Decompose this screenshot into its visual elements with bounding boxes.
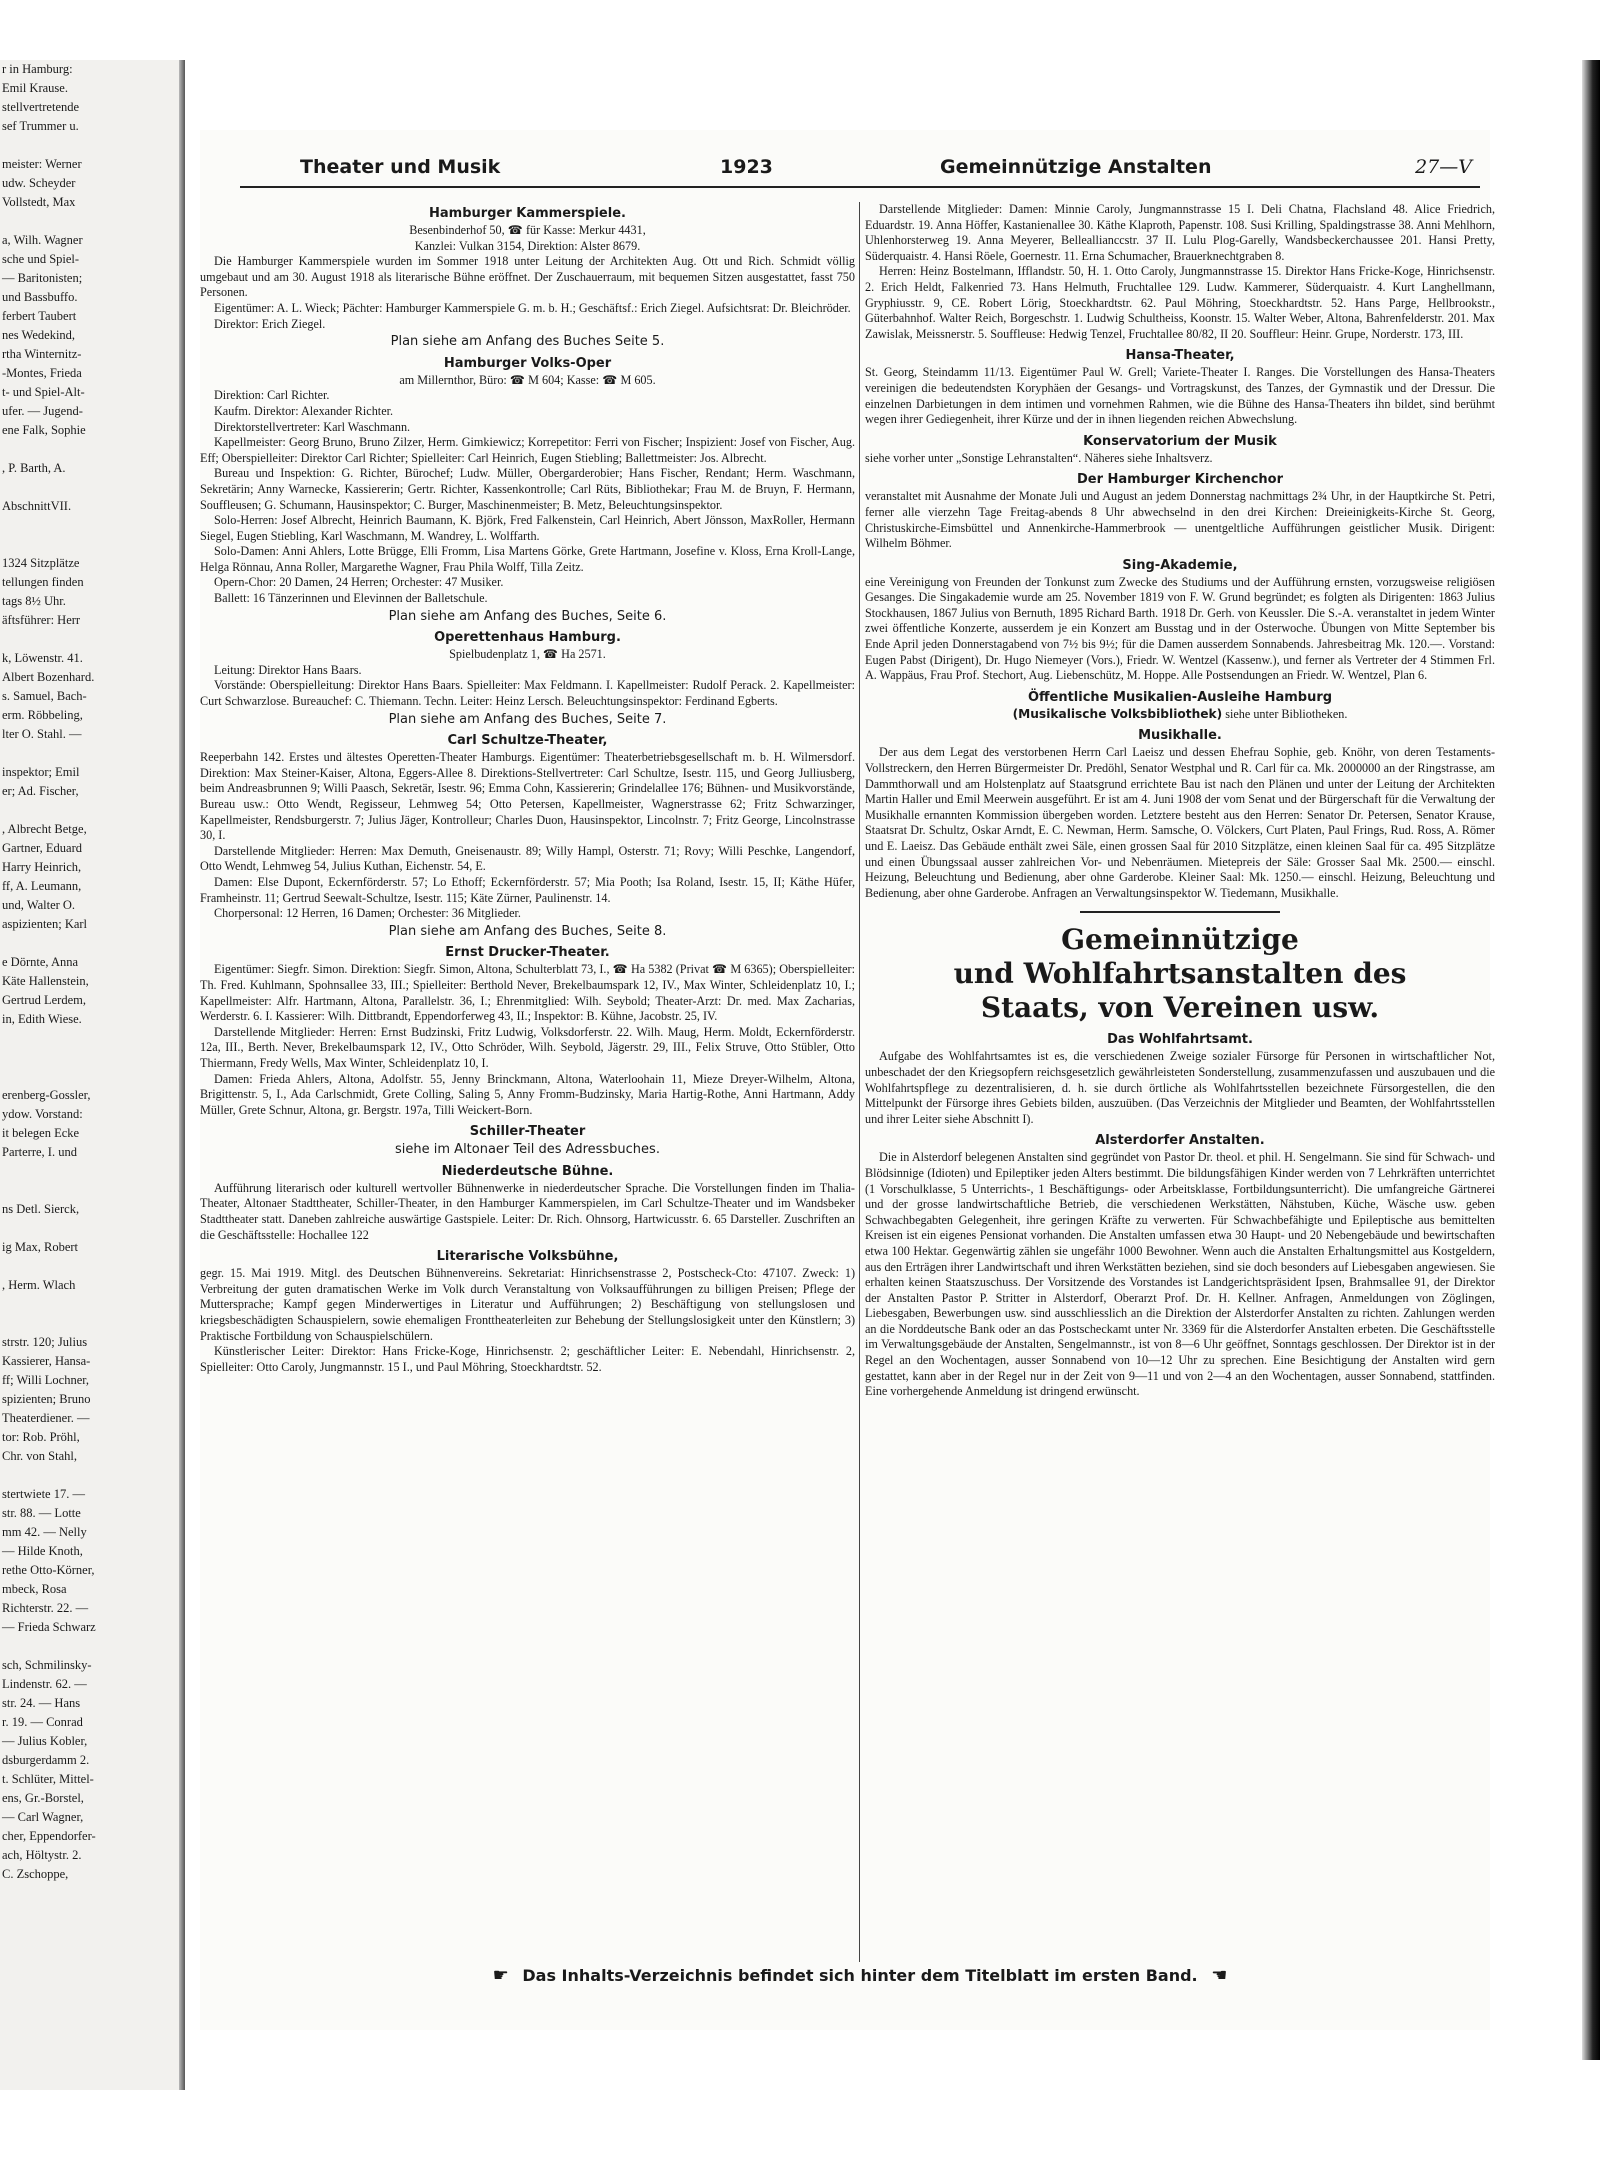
previous-page-line	[0, 1162, 185, 1181]
section-title: Hansa-Theater,	[1125, 348, 1235, 364]
previous-page-line: rtha Winternitz-	[2, 347, 82, 361]
section-subtitle: (Musikalische Volksbibliothek)	[1012, 706, 1223, 721]
previous-page-line: k, Löwenstr. 41.	[2, 651, 83, 665]
previous-page-line: Emil Krause.	[2, 81, 68, 95]
section-title: Hamburger Kammerspiele.	[429, 206, 626, 221]
previous-page-line: str. 88. — Lotte	[2, 1506, 81, 1520]
previous-page-line	[0, 212, 185, 231]
paragraph: Die Hamburger Kammerspiele wurden im Sommer 1918 unter Leitung der Architekten Aug. Ott und Rich. Schmidt völlig umgebaut und am 30. August 1918 als literarische Bühne eröffnet. Der Zuschauerraum, mit bequemen Sitzen ausgestattet, fasst 750 Personen.	[200, 254, 855, 300]
previous-page-line	[0, 630, 185, 649]
previous-page-line: — Hilde Knoth,	[2, 1544, 83, 1558]
section-title: Operettenhaus Hamburg.	[434, 630, 621, 646]
previous-page-line: Parterre, I. und	[2, 1145, 77, 1159]
previous-page-line: ach, Höltystr. 2.	[2, 1848, 82, 1862]
volksbuehne-section	[200, 1248, 855, 1375]
previous-page-line: udw. Scheyder	[2, 176, 76, 190]
previous-page-strip	[0, 60, 185, 2090]
paragraph: Ballett: 16 Tänzerinnen und Elevinnen der Balletschule.	[214, 591, 488, 606]
previous-page-line: — Baritonisten;	[2, 271, 83, 285]
paragraph: St. Georg, Steindamm 11/13. Eigentümer Paul W. Grell; Variete-Theater I. Ranges. Die Vorstellungen des Hansa-Theaters vereinigen die bedeutendsten Koryphäen der Gesangs- und Vortragskunst, des Tanzes, der Gymnastik und der Dressur. Die einzelnen Darbietungen in dem intimen und vornehmen Rahmen, wie die Bühne des Hansa-Theaters ihn bildet, sind berühmt wegen ihrer Gediegenheit, ihrer Kürze und der in ihnen liegenden reichen Abwechslung.	[865, 365, 1495, 427]
previous-page-line: C. Zschoppe,	[2, 1867, 69, 1881]
previous-page-line: -Montes, Frieda	[2, 366, 82, 380]
previous-page-line: r. 19. — Conrad	[2, 1715, 83, 1729]
address: Spielbudenplatz 1, ☎ Ha 2571.	[449, 647, 606, 662]
paragraph: Chorpersonal: 12 Herren, 16 Damen; Orchester: 36 Mitglieder.	[214, 906, 521, 921]
previous-page-line	[0, 440, 185, 459]
musikalien-section	[865, 689, 1495, 723]
section-title: Konservatorium der Musik	[1083, 433, 1277, 449]
previous-page-line: , P. Barth, A.	[2, 461, 66, 475]
paragraph: Aufgabe des Wohlfahrtsamtes ist es, die verschiedenen Zweige sozialer Fürsorge für Personen in wirtschaftlicher Not, unbeschadet der den Kriegsopfern reichsgesetzlich gewährleisteten Sonderstellung, zusammenzufassen und auszubauen und die Wohlfahrtspflege zu dezentralisieren, d. h. sie durch örtliche als Wohlfahrtsstellen bezeichnete Fürsorgestellen, die den Mittelpunkt der Fürsorge ihres Gebiets bilden, auszuüben. (Das Verzeichnis der Mitglieder und Beamten, der Wohlfahrtsstellen und ihrer Leiter siehe Abschnitt I).	[865, 1049, 1495, 1126]
previous-page-line: dsburgerdamm 2.	[2, 1753, 90, 1767]
volksoper-section	[200, 355, 855, 625]
previous-page-line: e Dörnte, Anna	[2, 955, 79, 969]
previous-page-line: tellungen finden	[2, 575, 84, 589]
previous-page-line: Theaterdiener. —	[2, 1411, 90, 1425]
hansa-theater-section	[865, 347, 1495, 427]
previous-page-line: Vollstedt, Max	[2, 195, 76, 209]
previous-page-line: 1324 Sitzplätze	[2, 556, 80, 570]
previous-page-line: und Bassbuffo.	[2, 290, 78, 304]
paragraph: Direktorstellvertreter: Karl Waschmann.	[214, 419, 411, 434]
musikhalle-section	[865, 727, 1495, 901]
previous-page-line: ene Falk, Sophie	[2, 423, 86, 437]
previous-page-line	[0, 1637, 185, 1656]
paragraph: Kapellmeister: Georg Bruno, Bruno Zilzer, Herm. Gimkiewicz; Korrepetitor: Ferri von Fischer; Inspizient: Josef von Fischer, Aug. Eff; Oberspielleiter: Direktor Carl Richter; Spielleiter: Carl Heinrich, Eugen Stiebling; Ballettmeister: Jos. Albrecht.	[200, 435, 855, 465]
paragraph: Aufführung literarisch oder kulturell wertvoller Bühnenwerke in niederdeutscher Sprache. Die Vorstellungen finden im Thalia-Theater, Altonaer Stadttheater, Schiller-Theater, in den Hamburger Kammerspielen, im Carl Schultze-Theater und im Wandsbeker Stadttheater statt. Daneben zahlreiche auswärtige Gastspiele. Leiter: Dr. Rich. Ohnsorg, Hartwicusstr. 6. 65 Darsteller. Zuschriften an die Geschäftsstelle: Hochallee 122	[200, 1180, 855, 1242]
previous-page-line	[0, 535, 185, 554]
paragraph: gegr. 15. Mai 1919. Mitgl. des Deutschen Bühnenvereins. Sekretariat: Hinrichsenstrasse 2, Postscheck-Cto: 47107. Zweck: 1) Verbreitung der guten dramatischen Werke im Volk durch Veranstaltung von Volksaufführungen zu billigen Preisen; Pflege der Muttersprache; Kampf gegen Minderwertiges in Literatur und Aufführungen; 2) Beschäftigung von stellungslosen und kriegsbeschädigten Schauspielern, sowie ehemaligen Fronttheaterleiten zur Behebung der Stellungslosigkeit unter den Künstlern; 3) Praktische Fortbildung von Schauspielschülern.	[200, 1266, 855, 1343]
previous-page-line: ferbert Taubert	[2, 309, 77, 323]
previous-page-line: äftsführer: Herr	[2, 613, 81, 627]
reference: siehe im Altonaer Teil des Adressbuches.	[395, 1142, 660, 1158]
volksbuehne-members	[865, 202, 1495, 342]
section-title: Ernst Drucker-Theater.	[445, 945, 610, 961]
section-title: Das Wohlfahrtsamt.	[1107, 1032, 1253, 1048]
previous-page-line: ydow. Vorstand:	[2, 1107, 83, 1121]
pointing-hand-icon: ☛	[492, 1965, 509, 1986]
previous-page-line: ff, A. Leumann,	[2, 879, 82, 893]
previous-page-line: inspektor; Emil	[2, 765, 80, 779]
section-title: Hamburger Volks-Oper	[443, 355, 612, 371]
previous-page-line: cher, Eppendorfer-	[2, 1829, 96, 1843]
alsterdorf-section	[865, 1132, 1495, 1400]
paragraph: Leitung: Direktor Hans Baars.	[214, 662, 362, 677]
paragraph: Damen: Else Dupont, Eckernförderstr. 57; Lo Ethoff; Eckernförderstr. 57; Mia Pooth; Isa Roland, Isestr. 15, II; Käthe Hüfer, Framheinstr. 11; Gertrud Seewalt-Schultze, Isestr. 115; Käte Zürner, Paulinenstr. 14.	[200, 874, 855, 905]
paragraph: Darstellende Mitglieder: Damen: Minnie Caroly, Jungmannstrasse 15 I. Deli Chatna, Flachsland 48. Alice Friedrich, Eduardstr. 19. Anna Höffer, Kastanienallee 30. Käthe Klaproth, Papenstr. 108. Susi Krilling, Spaldingstrasse 38. Anni Mehlhorn, Uhlenhorsterweg 19. Anna Meyerer, Belleallianccstr. 37 II. Lulu Plog-Garelly, Wandsbeckerchaussee 201. Hansi Pretty, Süderquaistr. 4. Hansi Röele, Goernestr. 11. Erna Schumacher, Brauerknechtgraben 8.	[865, 202, 1495, 263]
section-title: Musikhalle.	[1138, 728, 1222, 744]
left-column	[200, 202, 855, 1962]
paragraph: veranstaltet mit Ausnahme der Monate Juli und August an jedem Donnerstag nachmittags 2¾ Uhr, in der Hauptkirche St. Petri, ferner alle vierzehn Tage Freitag-abends 8 Uhr abwechselnd in den drei Kirchen: Dreieinigkeits-Kirche St. Georg, Christuskirche-Eimsbüttel und Annenkirche-Hammerbrook — unentgeltliche Aufführungen geistlicher Musik. Dirigent: Wilhelm Böhmer.	[865, 489, 1495, 551]
previous-page-line	[0, 744, 185, 763]
page	[200, 130, 1495, 2030]
previous-page-line	[0, 136, 185, 155]
plan-reference: Plan siehe am Anfang des Buches, Seite 6.	[388, 608, 667, 624]
main-heading-line: und Wohlfahrtsanstalten des	[953, 957, 1407, 991]
previous-page-line: erenberg-Gossler,	[2, 1088, 91, 1102]
paragraph: Solo-Herren: Josef Albrecht, Heinrich Baumann, K. Björk, Fred Falkenstein, Carl Heinrich, Abert Jönsson, MaxRoller, Hermann Siegel, Eugen Stiebling, Karl Waschmann, M. Wandrey, L. Wolffarth.	[200, 513, 855, 543]
section-title: Alsterdorfer Anstalten.	[1095, 1133, 1265, 1149]
previous-page-line: t. Schlüter, Mittel-	[2, 1772, 94, 1786]
niederdeutsche-buehne-section	[200, 1163, 855, 1243]
previous-page-line: tags 8½ Uhr.	[2, 594, 66, 608]
previous-page-line: a, Wilh. Wagner	[2, 233, 83, 247]
previous-page-line: in, Edith Wiese.	[2, 1012, 82, 1026]
schultze-theater-section	[200, 732, 855, 939]
section-title: Sing-Akademie,	[1122, 557, 1238, 573]
previous-page-line	[0, 516, 185, 535]
previous-page-line	[0, 1257, 185, 1276]
paragraph: Opern-Chor: 20 Damen, 24 Herren; Orchester: 47 Musiker.	[214, 575, 504, 590]
page-number: 27—V	[1415, 156, 1472, 178]
previous-page-line	[0, 1181, 185, 1200]
previous-page-line	[0, 1067, 185, 1086]
previous-page-line: tor: Rob. Pröhl,	[2, 1430, 80, 1444]
schiller-theater-section	[200, 1123, 855, 1158]
main-heading	[865, 923, 1495, 1025]
paragraph: Eigentümer: A. L. Wieck; Pächter: Hamburger Kammerspiele G. m. b. H.; Geschäftsf.: Erich Ziegel. Aufsichtsrat: Dr. Bleichröder.	[214, 300, 851, 315]
operettenhaus-section	[200, 629, 855, 727]
previous-page-line: erm. Röbbeling,	[2, 708, 83, 722]
kirchenchor-section	[865, 471, 1495, 551]
previous-page-line	[0, 934, 185, 953]
section-title: Schiller-Theater	[469, 1124, 586, 1140]
previous-page-line: stellvertretende	[2, 100, 80, 114]
previous-page-line: ens, Gr.-Borstel,	[2, 1791, 84, 1805]
previous-page-line: nes Wedekind,	[2, 328, 76, 342]
kammerspiele-section	[200, 205, 855, 350]
paragraph: Kaufm. Direktor: Alexander Richter.	[214, 403, 394, 418]
paragraph: Künstlerischer Leiter: Direktor: Hans Fricke-Koge, Hinrichsenstr. 2; geschäftlicher Leiter: E. Nebendahl, Hinrichsenstr. 2, Spielleiter: Otto Caroly, Jungmannstr. 15 I., und Paul Möhring, Stoeckhardtstr. 52.	[200, 1344, 855, 1374]
previous-page-line: rethe Otto-Körner,	[2, 1563, 95, 1577]
previous-page-line: sef Trummer u.	[2, 119, 79, 133]
reference: siehe unter Bibliotheken.	[1225, 706, 1348, 721]
previous-page-line: sche und Spiel-	[2, 252, 80, 266]
previous-page-line: und, Walter O.	[2, 898, 76, 912]
paragraph: Reeperbahn 142. Erstes und ältestes Operetten-Theater Hamburgs. Eigentümer: Theaterbetriebsgesellschaft m. b. H. Wilmersdorf. Direktion: Max Steiner-Kaiser, Altona, Eggers-Allee 8. Direktions-Stellvertreter: Carl Schultze, Isestr. 115, und Georg Julliusberg, beim Andreasbrunnen 9; Willi Paasch, Sekretär, Isestr. 96; Emma Cohn, Kassiererin; Grindelallee 176; Bühnen- und Musikvorstände, Bureau usw.: Otto Wendt, Regisseur, Lehmweg 54; Otto Petersen, Kapellmeister, Wagnerstrasse 62; Fritz Schwarzinger, Kapellmeister, Rendsburgerstr. 7; Julius Jäger, Kontrolleur; Charles Duon, Hausinspektor, Lincolnstr. 7; Fritz George, Lincolnstrasse 30, I.	[200, 750, 855, 843]
main-heading-line: Gemeinnützige	[1061, 923, 1299, 957]
previous-page-line: Chr. von Stahl,	[2, 1449, 78, 1463]
previous-page-line: , Albrecht Betge,	[2, 822, 87, 836]
paragraph: siehe vorher unter „Sonstige Lehranstalten“. Näheres siehe Inhaltsverz.	[865, 450, 1213, 465]
previous-page-line: Käte Hallenstein,	[2, 974, 89, 988]
right-column	[865, 202, 1495, 1962]
previous-page-line: meister: Werner	[2, 157, 82, 171]
previous-page-line: Gertrud Lerdem,	[2, 993, 86, 1007]
plan-reference: Plan siehe am Anfang des Buches, Seite 7.	[388, 711, 667, 727]
paragraph: Direktor: Erich Ziegel.	[214, 316, 326, 331]
previous-page-line: s. Samuel, Bach-	[2, 689, 87, 703]
previous-page-line: Lindenstr. 62. —	[2, 1677, 87, 1691]
drucker-theater-section	[200, 944, 855, 1118]
previous-page-line: it belegen Ecke	[2, 1126, 80, 1140]
previous-page-line	[0, 1314, 185, 1333]
pointing-hand-icon: ☚	[1211, 1965, 1228, 1986]
previous-page-line: Richterstr. 22. —	[2, 1601, 89, 1615]
paragraph: Solo-Damen: Anni Ahlers, Lotte Brügge, Elli Fromm, Lisa Martens Görke, Grete Hartmann, Josefine v. Kloss, Erna Kroll-Lange, Helga Rönnau, Anna Roller, Margarethe Wagner, Frau Phila Wolff, Tilla Zeitz.	[200, 544, 855, 574]
page-header	[240, 150, 1480, 188]
previous-page-line: t- und Spiel-Alt-	[2, 385, 85, 399]
previous-page-line	[0, 1466, 185, 1485]
scan-edge	[1582, 60, 1600, 2060]
paragraph: Darstellende Mitglieder: Herren: Max Demuth, Gneisenaustr. 89; Willy Hampl, Osterstr. 71; Rovy; Willi Peschke, Langendorf, Otto Wendt, Lehmweg 54, Julius Kuthan, Eichenstr. 54, E.	[200, 843, 855, 874]
previous-page-line: stertwiete 17. —	[2, 1487, 85, 1501]
previous-page-line	[0, 801, 185, 820]
paragraph: Eigentümer: Siegfr. Simon. Direktion: Siegfr. Simon, Altona, Schulterblatt 73, I., ☎ Ha 5382 (Privat ☎ M 6365); Oberspielleiter: Th. Fred. Kuhlmann, Spohnsallee 33, III.; Spielleiter: Berthold Never, Brekelbaumspark 12, IV., Max Winter, Schleidenplatz 10, I.; Kapellmeister: Alfr. Hartmann, Altona, Parallelstr. 36, I.; Ehrenmitglied: Wilh. Seybold; Theater-Arzt: Dr. med. Max Zacharias, Werderstr. 6. I. Kassierer: Wilh. Dittbrandt, Eppendorferweg 43, II.; Inspektor: B. Kühne, Jacobstr. 25, IV.	[200, 962, 855, 1024]
paragraph: Darstellende Mitglieder: Herren: Ernst Budzinski, Fritz Ludwig, Volksdorferstr. 22. Wilh. Maug, Herm. Moldt, Eckernförderstr. 12a, III., Berth. Never, Brekelbaumspark 12, IV., Otto Schröder, Wilh. Seybold, Jägerstr. 29, III., Felix Struve, Otto Stübler, Otto Thiermann, Fredy Wells, Max Winter, Schleidenplatz 10, I.	[200, 1024, 855, 1070]
previous-page-line: — Frieda Schwarz	[2, 1620, 96, 1634]
address: Besenbinderhof 50, ☎ für Kasse: Merkur 4431,	[409, 223, 646, 237]
footer-note	[240, 1965, 1480, 1986]
book-gutter	[179, 60, 185, 2090]
plan-reference: Plan siehe am Anfang des Buches Seite 5.	[390, 334, 665, 350]
previous-page-line	[0, 1048, 185, 1067]
paragraph: Der aus dem Legat des verstorbenen Herrn Carl Laeisz und dessen Ehefrau Sophie, geb. Knöhr, von deren Testaments-Vollstreckern, den Herren Bürgermeister Dr. Predöhl, Senator Westphal und R. Carl für ca. Mk. 2000000 an der Ringstrasse, am Dammthorwall und am Holstenplatz auf Staatsgrund errichtete Bau ist nach den Plänen und unter der Leitung der Architekten Martin Haller und Emil Meerwein ausgeführt. Er ist am 4. Juni 1908 der vom Senat und der Bürgerschaft für die Verwaltung der Musikhalle ernannten Kommission übergeben worden. Letztere besteht aus den Herren: Senator Dr. Petersen, Senator Krause, Staatsrat Dr. Schultz, Oskar Arndt, E. C. Newman, Herm. Samsche, O. Völckers, Curt Platen, Paul Frings, Rud. Ross, A. Römer und E. Laeisz. Das Gebäude enthält zwei Säle, einen grossen Saal für 2010 Sitzplätze, einen kleinen Saal für ca. 495 Sitzplätze und einen Übungssaal ausser zahlreichen Vor- und Nebenräumen. Mietepreis der Säle: Grosser Saal Mk. 2500.— einschl. Heizung, Beleuchtung und Bedienung, aber ohne Garderobe. Kleiner Saal: Mk. 1250.— einschl. Heizung, Beleuchtung und Bedienung, aber ohne Garderobe. Anfragen an Verwaltungsinspektor W. Tiedemann, Musikhalle.	[865, 745, 1495, 900]
address: am Millernthor, Büro: ☎ M 604; Kasse: ☎ M 605.	[399, 372, 656, 387]
section-title: Der Hamburger Kirchenchor	[1076, 472, 1284, 488]
previous-page-line: — Julius Kobler,	[2, 1734, 88, 1748]
previous-page-line: Gartner, Eduard	[2, 841, 83, 855]
singakademie-section	[865, 557, 1495, 684]
wohlfahrtsamt-section	[865, 1031, 1495, 1127]
previous-page-line: ig Max, Robert	[2, 1240, 79, 1254]
previous-page-line: ufer. — Jugend-	[2, 404, 83, 418]
previous-page-line	[0, 478, 185, 497]
previous-page-line: Kassierer, Hansa-	[2, 1354, 91, 1368]
section-title: Niederdeutsche Bühne.	[441, 1163, 614, 1179]
previous-page-line: str. 24. — Hans	[2, 1696, 81, 1710]
paragraph: Direktion: Carl Richter.	[214, 388, 330, 403]
previous-page-line: Albert Bozenhard.	[2, 670, 95, 684]
footer-text: Das Inhalts-Verzeichnis befindet sich hinter dem Titelblatt im ersten Band.	[522, 1966, 1198, 1985]
section-rule	[1080, 911, 1280, 913]
paragraph: Herren: Heinz Bostelmann, Ifflandstr. 50, H. 1. Otto Caroly, Jungmannstrasse 15. Direktor Hans Fricke-Koge, Hinrichsenstr. 2. Erich Heldt, Falkenried 73. Hans Helmuth, Fruchtallee 129. Ludw. Kammerer, Süderquaistr. 4. Kurt Langhellmann, Gryphiusstr. 9, CE. Robert Lörig, Stoeckhardtstr. 62. Paul Möhring, Stoeckhardtstr. 52. Hans Parge, Hellbrookstr., Güterbahnhof. Walter Reich, Borgeschstr. 1. Ludwig Schultheiss, Koonstr. 15. Walter Weber, Altona, Bahrenfelderstr. 201. Max Zawislak, Meissnerstr. 5. Souffleuse: Hedwig Tenzel, Fruchtallee 80/82, II 20. Souffleur: Heinr. Grupe, Norderstr. 173, III.	[865, 264, 1495, 341]
previous-page-line: ns Detl. Sierck,	[2, 1202, 80, 1216]
previous-page-line: , Herm. Wlach	[2, 1278, 76, 1292]
paragraph: Vorstände: Oberspielleitung: Direktor Hans Baars. Spielleiter: Max Feldmann. I. Kapellmeister: Rudolf Perack. 2. Kapellmeister: Curt Schwarzlose. Bureauchef: C. Thiemann. Techn. Leiter: Heinz Lersch. Beleuchtungsinspektor: Ferdinand Egberts.	[200, 678, 855, 709]
previous-page-line: mm 42. — Nelly	[2, 1525, 87, 1539]
running-head-section: Gemeinnützige Anstalten	[940, 156, 1212, 178]
konservatorium-section	[865, 433, 1495, 467]
previous-page-line: lter O. Stahl. —	[2, 727, 82, 741]
previous-page-line: mbeck, Rosa	[2, 1582, 67, 1596]
previous-page-line: aspizienten; Karl	[2, 917, 88, 931]
running-head-year: 1923	[720, 156, 773, 178]
paragraph: Bureau und Inspektion: G. Richter, Bürochef; Ludw. Müller, Obergarderobier; Hans Fischer, Rendant; Herm. Waschmann, Sekretärin; Anny Warnecke, Kassiererin; Gertr. Richter, Kassenkontrolle; Carl Rüts, Bibliothekar; Frau M. de Bruyn, F. Hermann, Souffleusen; G. Schumann, Hausinspektor; C. Burger, Maschinenmeister; B. Metz, Beleuchtungsinspektor.	[200, 466, 855, 512]
section-title: Öffentliche Musikalien-Ausleihe Hamburg	[1027, 689, 1333, 705]
previous-page-line: Harry Heinrich,	[2, 860, 82, 874]
column-divider	[859, 202, 860, 1962]
paragraph: Die in Alsterdorf belegenen Anstalten sind gegründet von Pastor Dr. theol. et phil. H. Sengelmann. Sie sind für Schwach- und Blödsinnige (Idioten) und Epileptiker jeden Alters bestimmt. Die bildungsfähigen Kinder werden von 7 Lehrkräften unterrichtet (1 Vorschulklasse, 5 Unterrichts-, 1 Beschäftigungs- oder Arbeitsklasse, Fortbildungsunterricht). Die umfangreiche Gärtnerei und der grosse landwirtschaftliche Betrieb, die verschiedenen Werkstätten, Nähstuben, Küche, Wäsche usw. geben Schwachbegabten Gelegenheit, ihre geringen Kräfte zu verwerten. Für Schwachbefähigte und Epileptische aus bemittelten Kreisen ist ein eigenes Pensionat vorhanden. Die Anstalten umfassen etwa 30 Haupt- und 20 Nebengebäude und bewirtschaften etwa 100 Hektar. Gegenwärtig zählen sie ungefähr 1000 Bewohner. Wenn auch die Anstalten Erhaltungsmittel aus Kostgeldern, aus den Erträgen ihrer Landwirtschaft und ihren Werkstätten beziehen, sind sie doch besonders auf Liebesgaben angewiesen. Sie erhalten keinen Staatszuschuss. Der Vorsitzende des Vorstandes ist Landgerichtspräsident Ipsen, Brahmsallee 91, der Direktor der Anstalten Pastor P. Stritter in Alsterdorf, Oberarzt Prof. Dr. H. Kellner. Anfragen, Anmeldungen von Zöglingen, Liebesgaben, Bewerbungen usw. sind ausschliesslich an die Direktion der Alsterdorfer Anstalten zu richten. Zahlungen werden an die Norddeutsche Bank oder an das Postscheckamt unter Nr. 3369 für die Alsterdorfer Anstalten erbeten. Die Geschäftsstelle im Verwaltungsgebäude der Anstalten, Sengelmannstr., ist von 8—6 Uhr geöffnet, Sonntags geschlossen. Der Direktor ist in der Regel an den Wochentagen, ausser Sonnabend von 10—12 Uhr zu sprechen. Eine Besichtigung der Anstalten wird gern gestattet, kann aber in der Regel nur in der Zeit von 9—11 und von 2—4 an den Wochentagen, ausser Sonnabend, stattfinden. Eine vorhergehende Anmeldung ist dringend erwünscht.	[865, 1150, 1495, 1399]
previous-page-line	[0, 1295, 185, 1314]
previous-page-line: spizienten; Bruno	[2, 1392, 91, 1406]
running-head-left: Theater und Musik	[300, 156, 501, 178]
main-heading-line: Staats, von Vereinen usw.	[980, 991, 1380, 1025]
paragraph: Damen: Frieda Ahlers, Altona, Adolfstr. 55, Jenny Brinckmann, Altona, Waterloohain 11, Mieze Dreyer-Wilhelm, Altona, Brigittenstr. 5, I., Ada Carlschmidt, Grete Colling, Saling 5, Anny Fromm-Budzinsky, Maria Hartig-Rothe, Anni Hartmann, Addy Müller, Grete Schnur, Altona, gr. Bergstr. 197a, Tilli Weickert-Born.	[200, 1071, 855, 1117]
previous-page-line: AbschnittVII.	[2, 499, 72, 513]
previous-page-line: ff; Willi Lochner,	[2, 1373, 90, 1387]
plan-reference: Plan siehe am Anfang des Buches, Seite 8.	[388, 923, 667, 939]
previous-page-line: r in Hamburg:	[2, 62, 73, 76]
section-title: Carl Schultze-Theater,	[447, 733, 608, 749]
previous-page-line: sch, Schmilinsky-	[2, 1658, 92, 1672]
paragraph: eine Vereinigung von Freunden der Tonkunst zum Zwecke des Studiums und der Aufführung ernsten, vorzugsweise religiösen Gesanges. Die Singakademie wurde am 25. November 1819 von F. W. Grund begründet; es folgten als Dirigenten: 1863 Julius Stockhausen, 1867 Julius von Bernuth, 1895 Richard Barth. 1918 Dr. Gerh. von Keussler. Die S.-A. veranstaltet in jedem Winter zwei öffentliche Konzerte, ausserdem je ein Konzert am Busstag und in der Osterwoche. Übungen von Mitte September bis Ende April jeden Donnerstagabend von 7½ bis 9½; für die Damen ausserdem Sonnabends. Jahresbeitrag Mk. 120.—. Vorstand: Eugen Pabst (Dirigent), Dr. Hugo Niemeyer (Vors.), Friedr. W. Wentzel (Kassenw.), und ferner als Vertreter der 4 Stimmen Frl. A. Wappäus, Frau Prof. Stechort, Aug. Liebenschütz, M. Hoppe. Alle Postsendungen an Friedr. W. Wentzel, Plan 6.	[865, 574, 1495, 683]
previous-page-line	[0, 1029, 185, 1048]
previous-page-line	[0, 1219, 185, 1238]
previous-page-line: — Carl Wagner,	[2, 1810, 84, 1824]
previous-page-lines	[0, 60, 185, 1884]
subtitle-line	[865, 707, 1495, 723]
previous-page-line: strstr. 120; Julius	[2, 1335, 88, 1349]
address: Kanzlei: Vulkan 3154, Direktion: Alster 8679.	[414, 238, 641, 253]
section-title: Literarische Volksbühne,	[436, 1249, 619, 1265]
previous-page-line: er; Ad. Fischer,	[2, 784, 79, 798]
